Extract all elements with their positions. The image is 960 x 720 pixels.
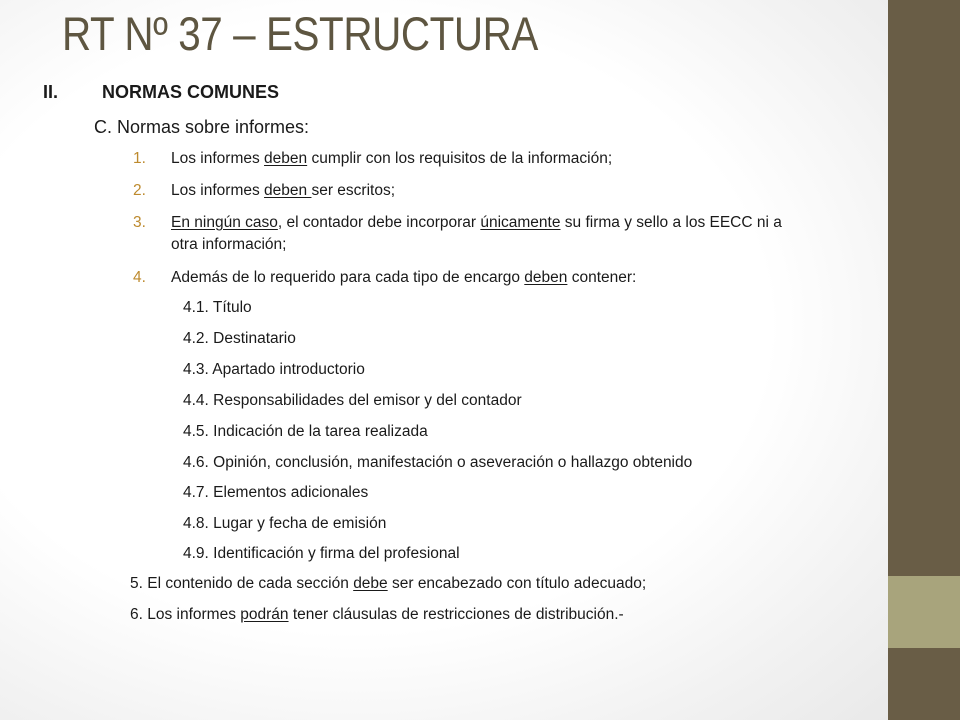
list-item-number: 4. xyxy=(133,269,146,286)
list-item: 6. Los informes podrán tener cláusulas de restricciones de distribución.- xyxy=(130,606,624,623)
sub-item: 4.3. Apartado introductorio xyxy=(183,361,365,378)
list-item-text: Además de lo requerido para cada tipo de encargo deben contener: xyxy=(171,269,637,286)
list-item-text: Los informes deben cumplir con los requisitos de la información; xyxy=(171,150,613,167)
sub-item: 4.9. Identificación y firma del profesional xyxy=(183,545,460,562)
list-item-number: 1. xyxy=(133,150,146,167)
side-accent-block xyxy=(888,576,960,648)
list-item-text: Los informes deben ser escritos; xyxy=(171,182,396,199)
list-item-text-continued: otra información; xyxy=(171,236,287,253)
section-number: II. xyxy=(43,82,59,102)
list-item-number: 3. xyxy=(133,214,146,231)
sub-item: 4.7. Elementos adicionales xyxy=(183,484,369,501)
list-item-number: 2. xyxy=(133,182,146,199)
sub-item: 4.1. Título xyxy=(183,299,252,316)
sub-item: 4.5. Indicación de la tarea realizada xyxy=(183,423,428,440)
list-item: 5. El contenido de cada sección debe ser encabezado con título adecuado; xyxy=(130,575,647,592)
sub-item: 4.8. Lugar y fecha de emisión xyxy=(183,515,387,532)
sub-item: 4.2. Destinatario xyxy=(183,330,296,347)
sub-item: 4.4. Responsabilidades del emisor y del contador xyxy=(183,392,522,409)
subheading: C. Normas sobre informes: xyxy=(94,117,310,137)
section-title: NORMAS COMUNES xyxy=(102,82,280,102)
sub-item: 4.6. Opinión, conclusión, manifestación o aseveración o hallazgo obtenido xyxy=(183,454,693,471)
slide-title: RT Nº 37 – ESTRUCTURA xyxy=(62,7,538,60)
list-item-text: En ningún caso, el contador debe incorporar únicamente su firma y sello a los EECC ni a xyxy=(171,214,782,231)
